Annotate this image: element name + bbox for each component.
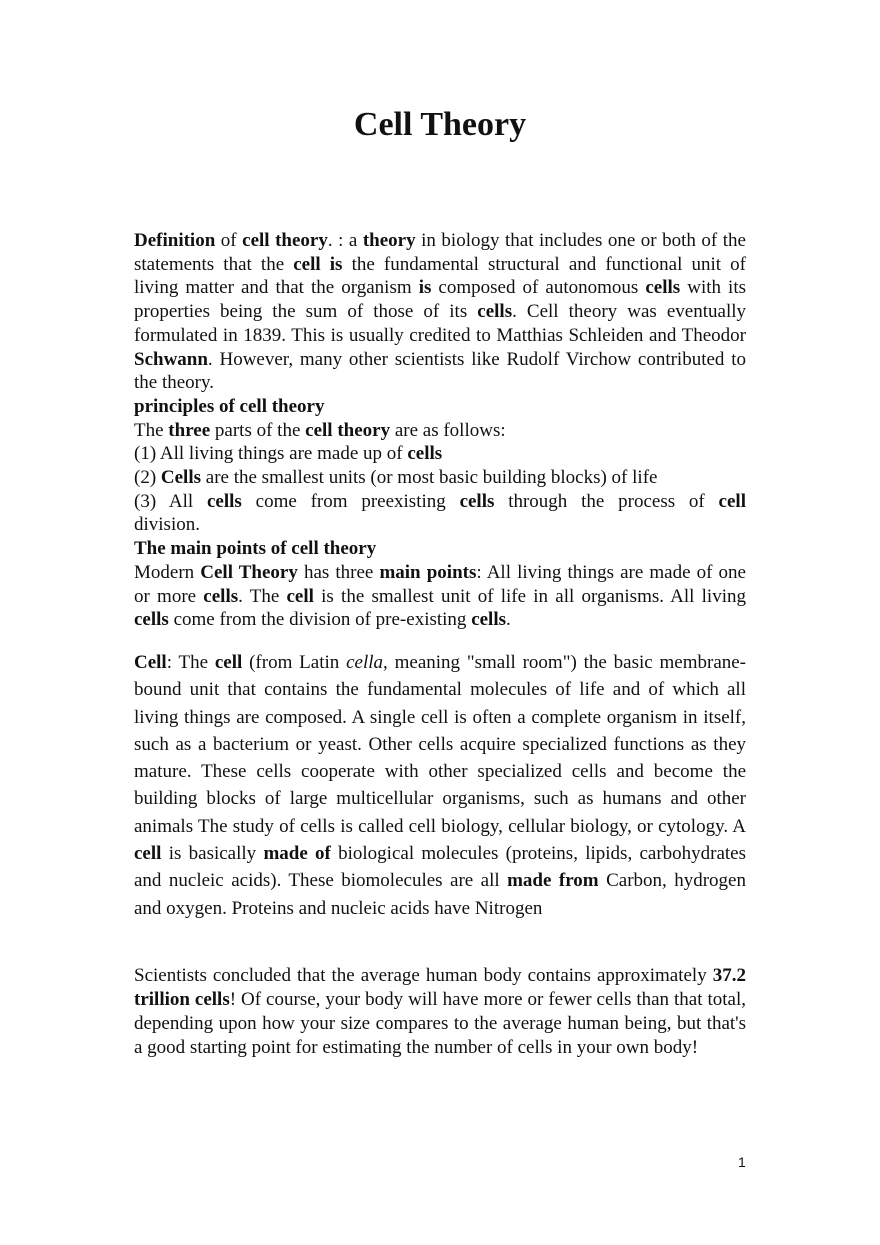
text-run: Carbon, hydrogen and oxygen. Proteins and nucleic acids have Nitrogen — [134, 870, 746, 919]
bold-run: cell — [718, 490, 746, 512]
text-run: the fundamental structural and functional unit of living matter and that the organism — [134, 253, 746, 299]
text-run: division. — [134, 514, 200, 536]
text-run: : All living things are made of one or more — [134, 561, 746, 607]
text-run: parts of the — [210, 419, 306, 441]
principle-item-3-continued — [134, 513, 746, 537]
heading-text: principles of cell theory — [134, 395, 325, 417]
text-run: is basically — [161, 843, 264, 865]
page-title: Cell Theory — [353, 106, 527, 143]
bold-run: cell theory — [305, 419, 391, 441]
bold-run: made of — [263, 843, 331, 865]
text-run: : The — [166, 652, 215, 673]
definition-term: Definition — [134, 230, 216, 251]
principle-item-3 — [134, 490, 746, 514]
page-number: 1 — [738, 1154, 746, 1170]
text-run: ! Of course, your body will have more or fewer cells than that total, depending upon how your size compares to the average human being, but that's a good starting point for estimating the number of cells in your own body! — [134, 989, 746, 1058]
bold-run: cell — [134, 843, 162, 865]
bold-run: cells — [459, 490, 495, 512]
cell-term: Cell — [134, 652, 167, 673]
bold-run: cells — [471, 609, 507, 631]
principle-item-2 — [134, 466, 746, 490]
text-run: . Cell theory was eventually formulated in 1839. This is usually credited to Matthias Schleiden and Theodor — [134, 301, 746, 346]
bold-run: three — [168, 419, 211, 441]
bold-run: cell theory — [242, 230, 328, 251]
definition-paragraph — [134, 229, 746, 395]
bold-run: cells — [203, 585, 239, 607]
text-run: . However, many other scientists like Rudolf Virchow contributed to the theory. — [134, 348, 746, 394]
cell-theory-section — [134, 229, 746, 632]
text-run: . The — [238, 585, 287, 607]
bold-run: cell is — [293, 253, 343, 275]
text-run: through the process of — [494, 490, 719, 512]
principles-heading — [134, 395, 746, 419]
bold-run: 37.2 trillion cells — [134, 965, 746, 1010]
text-run: is the smallest unit of life in all organisms. All living — [313, 585, 746, 607]
bold-run: Cells — [160, 467, 202, 489]
bold-run: theory — [362, 230, 416, 251]
main-points-paragraph — [134, 561, 746, 632]
text-run: of — [215, 230, 243, 251]
heading-text: The main points of cell theory — [134, 538, 377, 560]
text-run: Scientists concluded that the average human body contains approximately — [134, 965, 713, 986]
text-run: , meaning "small room") the basic membrane-bound unit that contains the fundamental molecules of life and of which all living things are composed. A single cell is often a complete organism in itself, such as a bacterium or yeast. Other cells acquire specialized functions as they mature. These cells cooperate with other specialized cells and become the building blocks of large multicellular organisms, such as humans and other animals The study of cells is called cell biology, cellular biology, or cytology. A — [134, 652, 747, 837]
text-run: with its properties being the sum of those of its — [134, 277, 747, 323]
bold-run: Schwann — [134, 348, 208, 370]
text-run: has three — [297, 561, 380, 583]
main-points-heading — [134, 537, 746, 561]
text-run: come from preexisting — [241, 490, 460, 512]
text-run: . : a — [327, 230, 363, 251]
bold-run: is — [418, 277, 432, 299]
text-run: in biology that includes one or both of the statements that the — [134, 230, 746, 275]
text-run: composed of autonomous — [431, 277, 646, 299]
bold-run: cells — [645, 277, 681, 299]
bold-run: cells — [407, 443, 443, 465]
bold-run: cell — [214, 652, 243, 673]
text-run: . — [506, 609, 511, 631]
bold-run: cells — [207, 490, 242, 512]
bold-run: made from — [507, 870, 599, 892]
text-run: are as follows: — [390, 419, 506, 441]
bold-run: cells — [477, 301, 513, 323]
principle-item-1 — [134, 442, 746, 466]
scientists-paragraph — [134, 964, 746, 1060]
text-run: come from the division of pre-existing — [168, 609, 472, 631]
bold-run: cell — [286, 585, 314, 607]
bold-run: Cell Theory — [200, 561, 298, 583]
text-run: The — [134, 419, 169, 441]
text-run: (3) All — [134, 490, 207, 512]
bold-run: cells — [134, 609, 169, 631]
italic-run: cella — [346, 652, 384, 673]
text-run: (from Latin — [242, 652, 347, 673]
bold-run: main points — [379, 561, 477, 583]
cell-paragraph — [134, 649, 746, 922]
text-run: biological molecules (proteins, lipids, carbohydrates and nucleic acids). These biomolecules are all — [134, 843, 747, 892]
text-run: (2) — [134, 467, 161, 489]
text-run: Modern — [134, 561, 201, 583]
text-run: (1) All living things are made up of — [134, 443, 408, 465]
principles-intro — [134, 419, 746, 443]
text-run: are the smallest units (or most basic building blocks) of life — [201, 467, 658, 489]
